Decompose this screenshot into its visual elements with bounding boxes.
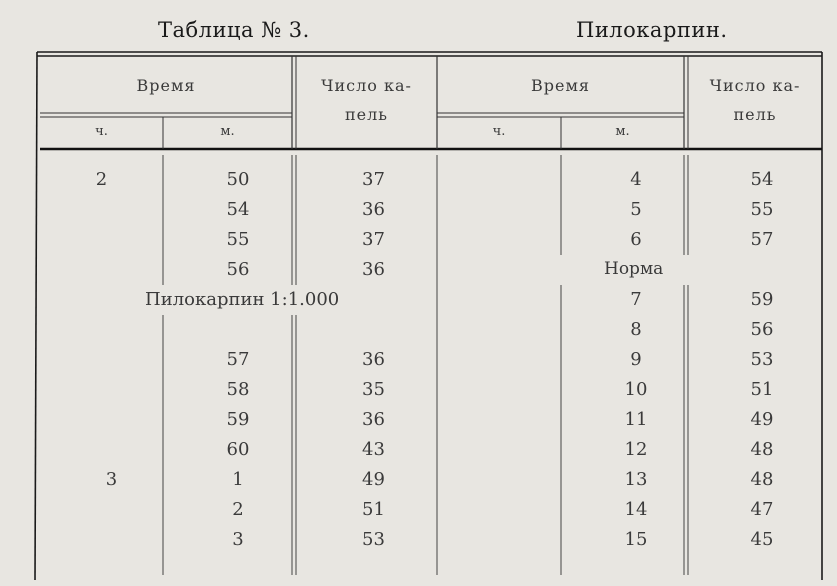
table-cell: 47 xyxy=(750,499,774,520)
norm-note: Норма xyxy=(604,259,664,279)
table-cell: 45 xyxy=(750,529,774,550)
table-cell: 3 xyxy=(105,469,118,490)
table-cell: 37 xyxy=(362,229,385,250)
table-cell: 15 xyxy=(624,529,648,550)
pilocarpine-dose-note: Пилокарпин 1:1.000 xyxy=(145,289,340,310)
table-title: Таблица № 3. xyxy=(158,18,310,42)
table-cell: 4 xyxy=(630,169,642,190)
table-cell: 60 xyxy=(226,439,250,460)
table-cell: 3 xyxy=(232,529,244,550)
table-cell: 51 xyxy=(750,379,774,400)
table-cell: 59 xyxy=(750,289,774,310)
table-cell: 57 xyxy=(750,229,774,250)
table-cell: 36 xyxy=(362,349,385,370)
table-cell: 43 xyxy=(362,439,385,460)
table-cell: 50 xyxy=(226,169,250,190)
hours-header-right: ч. xyxy=(492,124,506,139)
table-cell: 49 xyxy=(750,409,774,430)
table-cell: 54 xyxy=(226,199,250,220)
hours-header-left: ч. xyxy=(95,124,108,139)
table-cell: 53 xyxy=(750,349,774,370)
table-cell: 56 xyxy=(226,259,250,280)
table-cell: 35 xyxy=(362,379,385,400)
table-cell: 36 xyxy=(362,409,385,430)
table-subject: Пилокарпин. xyxy=(576,18,728,42)
table-cell: 54 xyxy=(750,169,774,190)
table-cell: 59 xyxy=(226,409,250,430)
time-header-right: Время xyxy=(530,76,590,95)
table-cell: 6 xyxy=(630,229,642,250)
table-cell: 51 xyxy=(362,499,385,520)
drops-header-left-line1: Число ка- xyxy=(321,76,412,95)
table-cell: 13 xyxy=(624,469,648,490)
table-cell: 36 xyxy=(362,259,385,280)
table-cell: 11 xyxy=(624,409,648,430)
table-cell: 55 xyxy=(226,229,250,250)
table-cell: 53 xyxy=(362,529,385,550)
table-cell: 57 xyxy=(226,349,250,370)
table-cell: 8 xyxy=(630,319,642,340)
table-cell: 2 xyxy=(95,169,108,190)
drops-header-right-line1: Число ка- xyxy=(709,76,801,95)
table-cell: 14 xyxy=(624,499,648,520)
table-cell: 58 xyxy=(226,379,250,400)
table-cell: 56 xyxy=(750,319,774,340)
table-cell: 2 xyxy=(232,499,244,520)
table-cell: 5 xyxy=(630,199,642,220)
minutes-header-right: м. xyxy=(615,124,630,139)
table-cell: 48 xyxy=(750,469,774,490)
table-cell: 37 xyxy=(362,169,385,190)
drops-header-left-line2: пель xyxy=(344,105,388,124)
table-cell: 36 xyxy=(362,199,385,220)
time-header-left: Время xyxy=(136,76,196,95)
table-cell: 55 xyxy=(750,199,774,220)
table-cell: 48 xyxy=(750,439,774,460)
table-cell: 12 xyxy=(624,439,648,460)
table-cell: 49 xyxy=(362,469,385,490)
table-cell: 10 xyxy=(624,379,648,400)
table-cell: 9 xyxy=(630,349,642,370)
table-cell: 1 xyxy=(232,469,244,490)
drops-header-right-line2: пель xyxy=(733,105,777,124)
minutes-header-left: м. xyxy=(220,124,235,139)
table-cell: 7 xyxy=(630,289,642,310)
